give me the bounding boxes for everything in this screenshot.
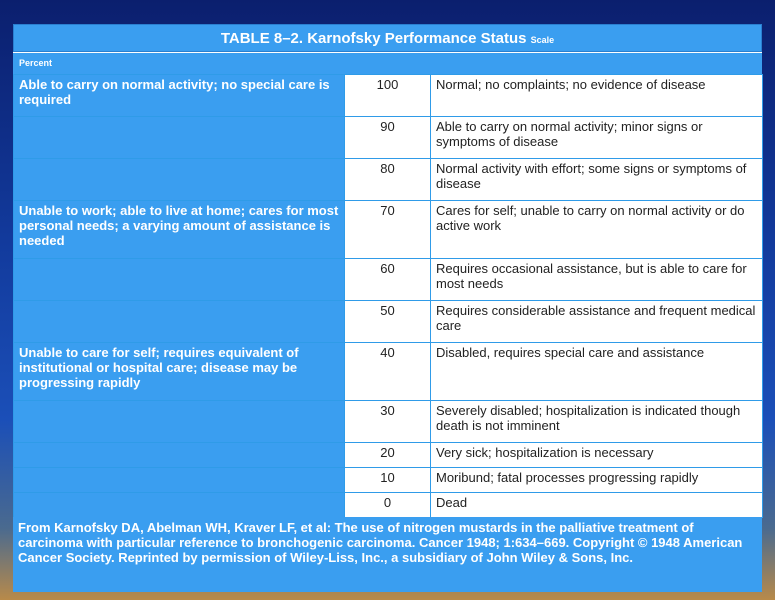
row-score: 70 (345, 201, 431, 259)
row-description: Requires occasional assistance, but is able to care for most needs (431, 259, 763, 301)
row-score: 90 (345, 117, 431, 159)
row-description: Disabled, requires special care and assistance (431, 343, 763, 401)
row-category (14, 443, 345, 468)
table-title-suffix: Scale (530, 35, 555, 45)
row-description: Very sick; hospitalization is necessary (431, 443, 763, 468)
row-score: 80 (345, 159, 431, 201)
row-description: Requires considerable assistance and frequent medical care (431, 301, 763, 343)
row-category (14, 117, 345, 159)
table-row (14, 468, 763, 493)
table-row (14, 343, 763, 401)
row-score: 60 (345, 259, 431, 301)
row-description: Severely disabled; hospitalization is indicated though death is not imminent (431, 401, 763, 443)
row-description: Normal activity with effort; some signs or symptoms of disease (431, 159, 763, 201)
row-description: Able to carry on normal activity; minor signs or symptoms of disease (431, 117, 763, 159)
row-category: Able to carry on normal activity; no special care is required (14, 75, 345, 117)
row-category (14, 493, 345, 518)
row-score: 50 (345, 301, 431, 343)
karnofsky-table (13, 74, 763, 518)
row-category (14, 301, 345, 343)
table-title (13, 24, 762, 52)
table-row (14, 301, 763, 343)
row-score: 20 (345, 443, 431, 468)
row-score: 10 (345, 468, 431, 493)
row-score: 0 (345, 493, 431, 518)
row-category (14, 259, 345, 301)
row-description: Cares for self; unable to carry on normal activity or do active work (431, 201, 763, 259)
table-row (14, 259, 763, 301)
table-row (14, 159, 763, 201)
row-description: Moribund; fatal processes progressing rapidly (431, 468, 763, 493)
row-category: Unable to work; able to live at home; cares for most personal needs; a varying amount of assistance is needed (14, 201, 345, 259)
source-citation: From Karnofsky DA, Abelman WH, Kraver LF, et al: The use of nitrogen mustards in the palliative treatment of carcinoma with particular reference to bronchogenic carcinoma. Cancer 1948; 1:634–669. Copyright © 1948 American Cancer Society. Reprinted by permission of Wiley-Liss, Inc., a subsidiary of John Wiley & Sons, Inc. (13, 517, 762, 592)
row-category (14, 401, 345, 443)
row-category (14, 468, 345, 493)
table-row (14, 201, 763, 259)
row-score: 30 (345, 401, 431, 443)
table-row (14, 117, 763, 159)
percent-label: Percent (19, 58, 53, 68)
table-row (14, 493, 763, 518)
row-description: Normal; no complaints; no evidence of disease (431, 75, 763, 117)
percent-header (13, 52, 762, 74)
table-row (14, 401, 763, 443)
row-score: 40 (345, 343, 431, 401)
table-title-main: TABLE 8–2. Karnofsky Performance Status (220, 30, 527, 47)
row-category: Unable to care for self; requires equivalent of institutional or hospital care; disease may be progressing rapidly (14, 343, 345, 401)
row-score: 100 (345, 75, 431, 117)
row-description: Dead (431, 493, 763, 518)
slide (13, 24, 762, 592)
row-category (14, 159, 345, 201)
table-row (14, 443, 763, 468)
table-row (14, 75, 763, 117)
